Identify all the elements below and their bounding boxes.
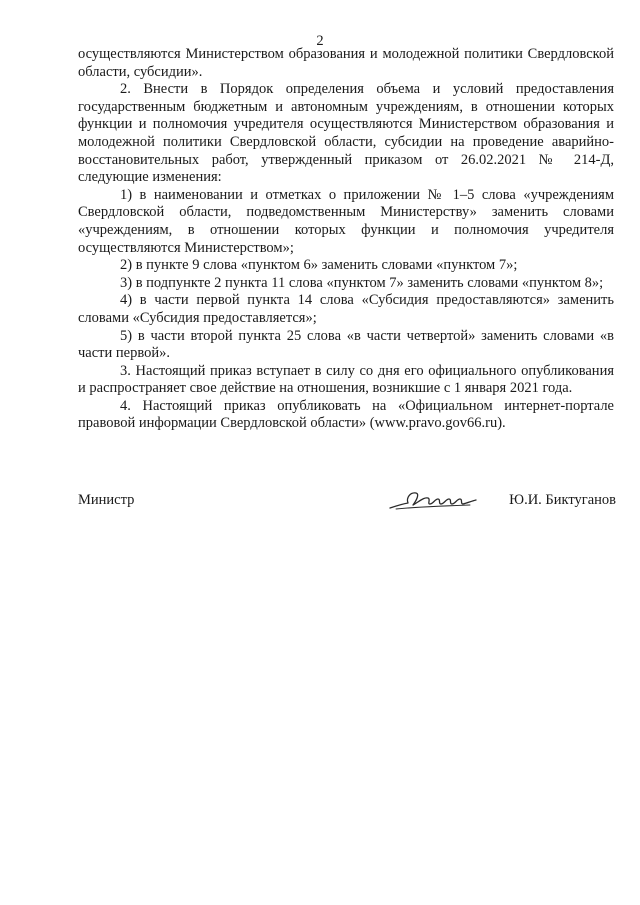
paragraph-item-2: 2. Внести в Порядок определения объема и условий предоставления государственным бюджетным и автономным учреждениям, в отношении которых функции и полномочия учредителя осуществляются Министерством образования и молодежной политики Свердловской области, субсидии на проведение аварийно-восстановительных работ, утвержденный приказом от 26.02.2021 № 214-Д, следующие изменения: <box>78 81 614 186</box>
subitem-4: 4) в части первой пункта 14 слова «Субсидия предоставляются» заменить словами «Субсидия предоставляется»; <box>78 292 614 326</box>
paragraph-continuation: осуществляются Министерством образования и молодежной политики Свердловской области, субсидии». <box>78 46 614 80</box>
subitem-3: 3) в подпункте 2 пункта 11 слова «пунктом 7» заменить словами «пунктом 8»; <box>120 274 604 291</box>
subitem-1: 1) в наименовании и отметках о приложении № 1–5 слова «учреждениям Свердловской области, подведомственным Министерству» заменить словами «учреждениям, в отношении которых функции и полномочия учредителя осуществляются Министерством»; <box>78 186 614 256</box>
document-body <box>78 46 614 433</box>
signer-role: Министр <box>78 492 135 508</box>
page-number: 2 <box>316 33 324 49</box>
subitem-5: 5) в части второй пункта 25 слова «в части четвертой» заменить словами «в части первой». <box>78 327 614 362</box>
subitem-2: 2) в пункте 9 слова «пунктом 6» заменить словами «пунктом 7»; <box>120 257 518 274</box>
paragraph-item-3: 3. Настоящий приказ вступает в силу со дня его официального опубликования и распространяет свое действие на отношения, возникшие с 1 января 2021 года. <box>78 362 614 397</box>
signer-name: Ю.И. Биктуганов <box>509 492 616 508</box>
paragraph-item-4: 4. Настоящий приказ опубликовать на «Официальном интернет-портале правовой информации Свердловской области» (www.pravo.gov66.ru). <box>78 397 614 432</box>
signature-icon <box>386 484 480 514</box>
signature-block <box>78 492 616 518</box>
